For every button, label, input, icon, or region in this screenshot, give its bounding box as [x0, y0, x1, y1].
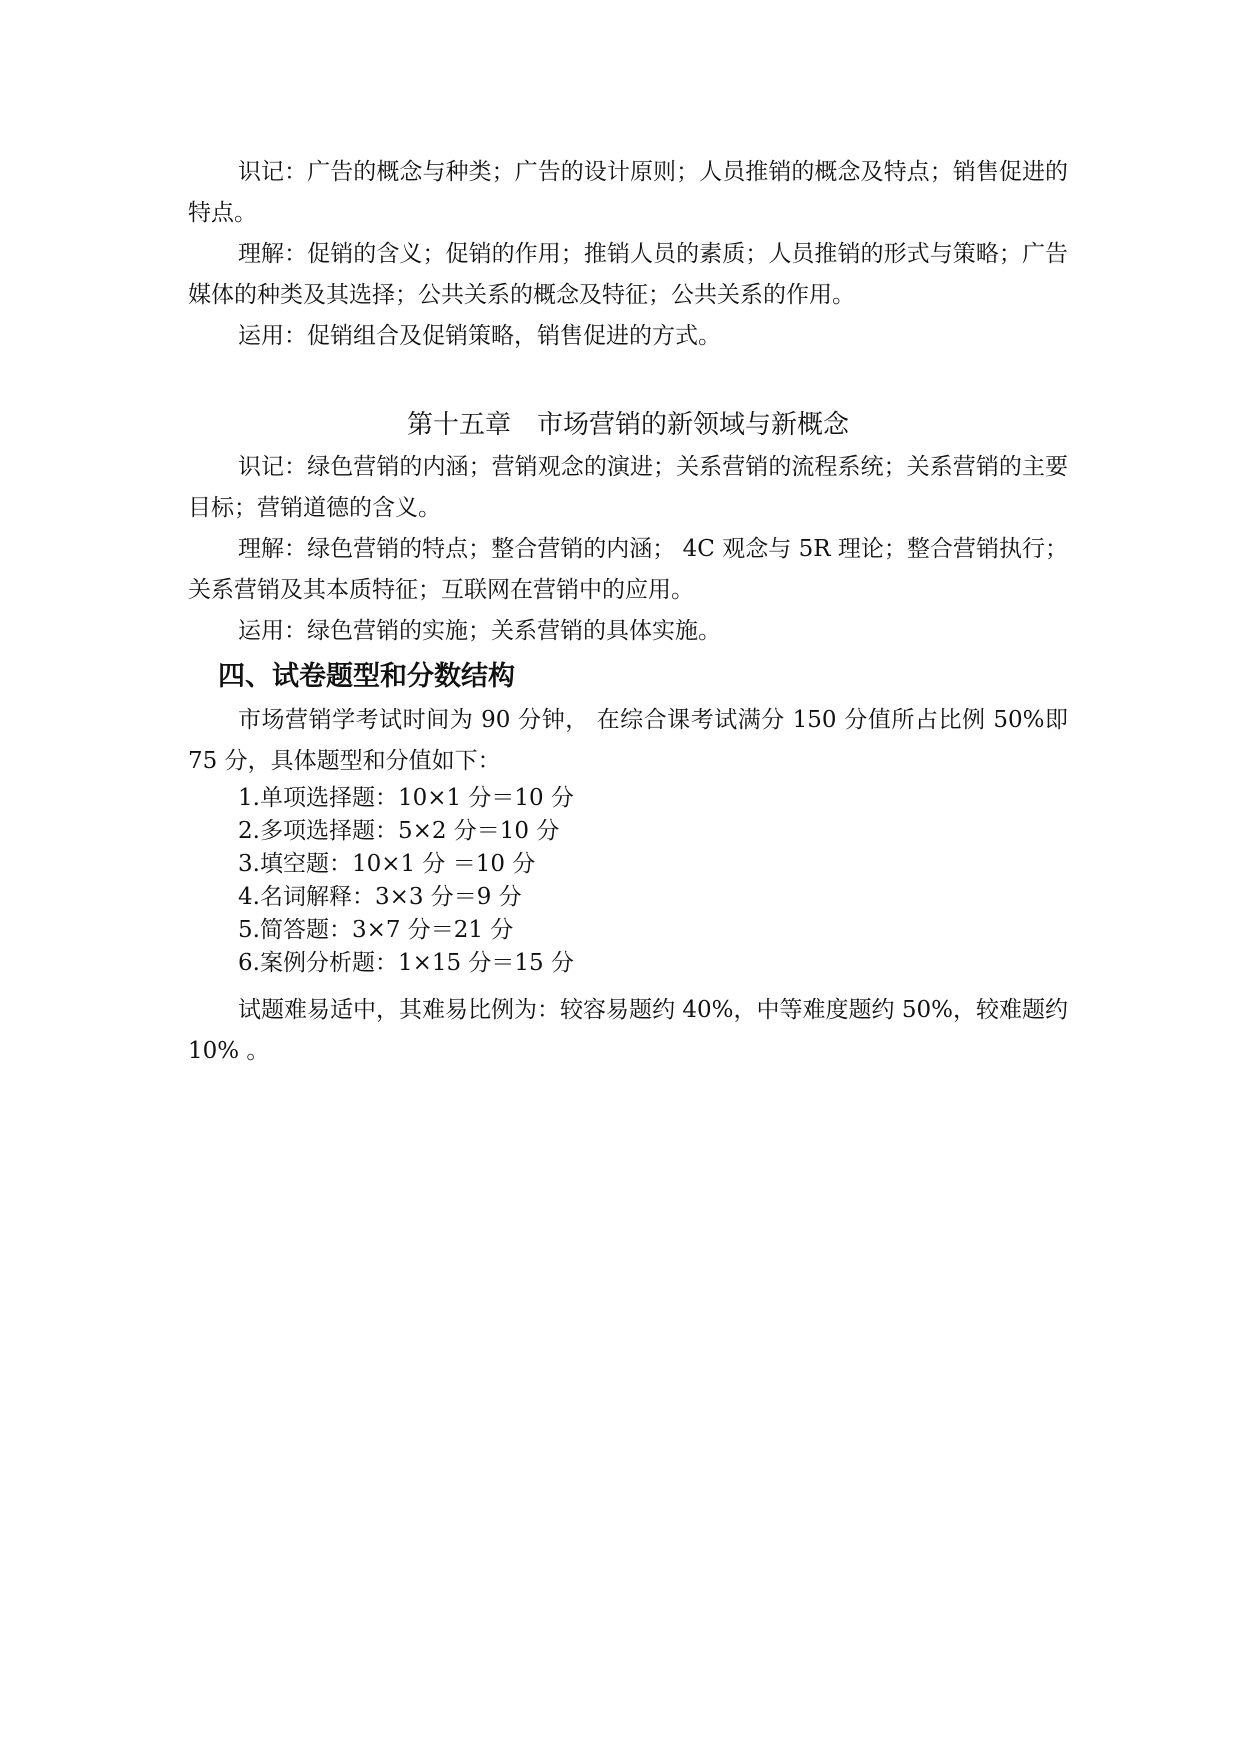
paragraph-shiji-1	[188, 152, 1068, 234]
page-content	[188, 152, 1068, 1072]
paragraph-text: 绿色营销的实施；关系营销的具体实施。	[307, 618, 721, 644]
paragraph-yunyong-1	[188, 316, 1068, 357]
section-heading: 四、试卷题型和分数结构	[218, 661, 515, 692]
term-label: 理解：	[238, 536, 308, 562]
paragraph-lijie-1	[188, 234, 1068, 316]
paragraph-lijie-2	[188, 529, 1068, 611]
paragraph-text: 绿色营销的特点；整合营销的内涵； 4C 观念与 5R 理论；整合营销执行；关系营销及其本质特征；互联网在营销中的应用。	[188, 536, 1069, 603]
chapter-number: 第十五章	[406, 410, 511, 440]
term-label: 识记：	[238, 454, 308, 480]
list-item: 1.单项选择题：10×1 分＝10 分	[238, 785, 575, 811]
list-item: 6.案例分析题：1×15 分＝15 分	[238, 950, 575, 976]
paragraph-yunyong-2	[188, 611, 1068, 652]
term-label: 运用：	[238, 618, 307, 644]
question-type-list	[188, 782, 1068, 980]
paragraph-shiji-2	[188, 447, 1068, 529]
list-item: 5.简答题：3×7 分＝21 分	[238, 917, 514, 943]
paragraph-text: 促销组合及促销策略，销售促进的方式。	[307, 323, 721, 349]
term-label: 识记：	[238, 159, 308, 185]
paragraph-text: 绿色营销的内涵；营销观念的演进；关系营销的流程系统；关系营销的主要目标；营销道德的含义。	[188, 454, 1069, 521]
difficulty-note: 试题难易适中，其难易比例为：较容易题约 40%，中等难度题约 50%，较难题约 10% 。	[188, 997, 1068, 1064]
intro-paragraph: 市场营销学考试时间为 90 分钟， 在综合课考试满分 150 分值所占比例 50%即 75 分，具体题型和分值如下：	[188, 707, 1068, 774]
paragraph-text: 广告的概念与种类；广告的设计原则；人员推销的概念及特点；销售促进的特点。	[188, 159, 1069, 226]
chapter-title: 市场营销的新领域与新概念	[537, 410, 850, 440]
list-item: 2.多项选择题：5×2 分＝10 分	[238, 818, 560, 844]
list-item: 3.填空题：10×1 分 ＝10 分	[238, 851, 536, 877]
term-label: 理解：	[238, 241, 308, 267]
paragraph-text: 促销的含义；促销的作用；推销人员的素质；人员推销的形式与策略；广告媒体的种类及其选择；公共关系的概念及特征；公共关系的作用。	[188, 241, 1069, 308]
term-label: 运用：	[238, 323, 307, 349]
chapter-heading	[188, 405, 1068, 445]
list-item: 4.名词解释：3×3 分＝9 分	[238, 884, 522, 910]
